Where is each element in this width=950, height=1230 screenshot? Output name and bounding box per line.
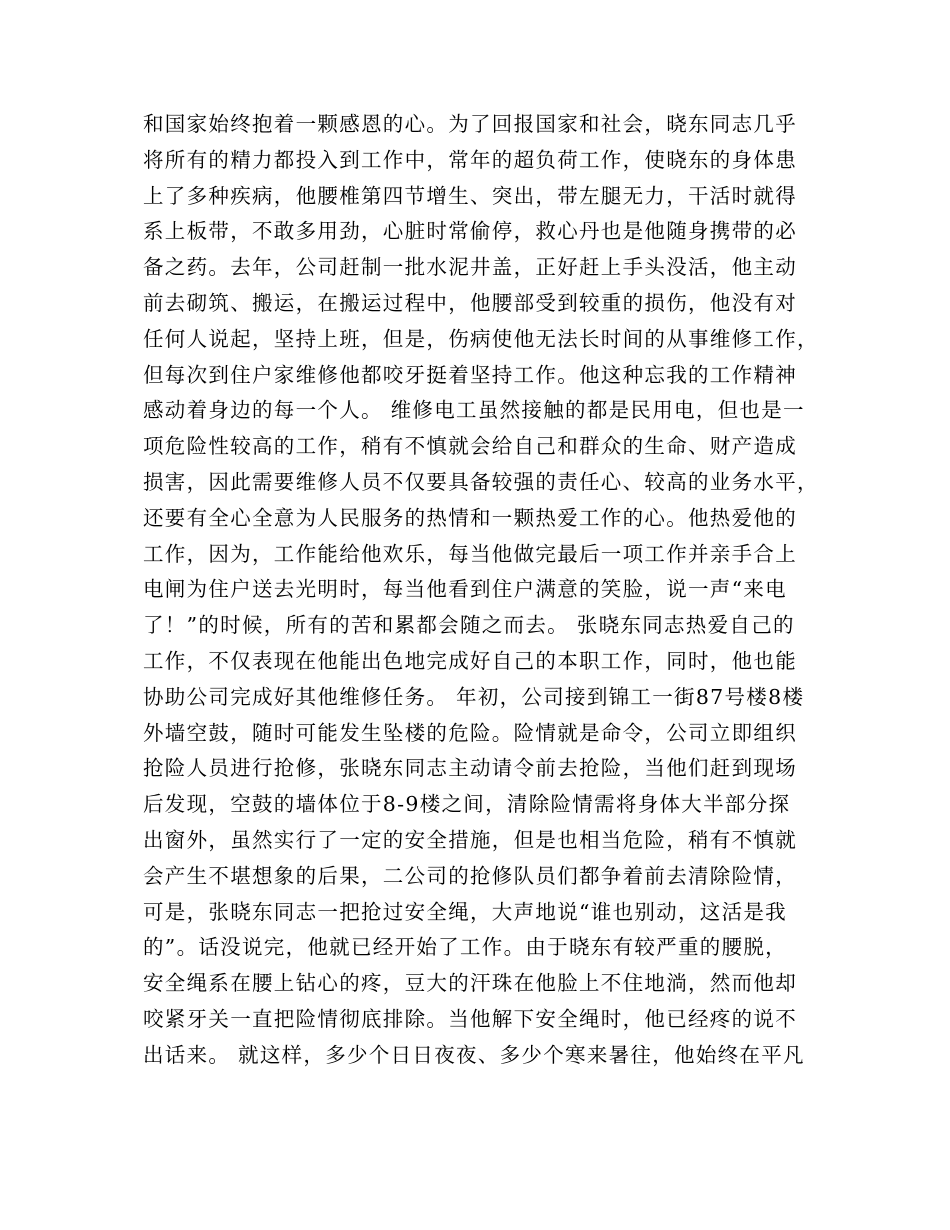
body-text bbox=[143, 107, 823, 1074]
text-line: 咬紧牙关一直把险情彻底排除。当他解下安全绳时，他已经疼的说不 bbox=[143, 1006, 797, 1031]
text-line: 会产生不堪想象的后果，二公司的抢修队员们都争着前去清除险情， bbox=[143, 863, 797, 888]
text-line: 上了多种疾病，他腰椎第四节增生、突出，带左腿无力，干活时就得 bbox=[143, 183, 797, 208]
text-line: 备之药。去年，公司赶制一批水泥井盖，正好赶上手头没活，他主动 bbox=[143, 255, 797, 280]
text-line: 工作，不仅表现在他能出色地完成好自己的本职工作，同时，他也能 bbox=[143, 648, 797, 673]
text-line: 将所有的精力都投入到工作中，常年的超负荷工作，使晓东的身体患 bbox=[143, 147, 797, 172]
text-line: 和国家始终抱着一颗感恩的心。为了回报国家和社会，晓东同志几乎 bbox=[143, 112, 797, 136]
text-line: 出话来。 就这样，多少个日日夜夜、多少个寒来暑往，他始终在平凡 bbox=[143, 1042, 805, 1067]
text-line: 了！”的时候，所有的苦和累都会随之而去。 张晓东同志热爱自己的 bbox=[143, 613, 795, 638]
text-line: 外墙空鼓，随时可能发生坠楼的危险。险情就是命令，公司立即组织 bbox=[143, 720, 797, 745]
text-line: 后发现，空鼓的墙体位于8-9楼之间，清除险情需将身体大半部分探 bbox=[143, 792, 791, 817]
text-line: 任何人说起，坚持上班，但是，伤病使他无法长时间的从事维修工作， bbox=[143, 326, 819, 351]
text-line: 还要有全心全意为人民服务的热情和一颗热爱工作的心。他热爱他的 bbox=[143, 505, 797, 530]
text-line: 可是，张晓东同志一把抢过安全绳，大声地说“谁也别动，这活是我 bbox=[143, 899, 787, 924]
text-line: 感动着身边的每一个人。 维修电工虽然接触的都是民用电，但也是一 bbox=[143, 398, 805, 423]
text-line: 工作，因为，工作能给他欢乐，每当他做完最后一项工作并亲手合上 bbox=[143, 541, 797, 566]
text-line: 但每次到住户家维修他都咬牙挺着坚持工作。他这种忘我的工作精神 bbox=[143, 362, 797, 387]
text-line: 的”。话没说完，他就已经开始了工作。由于晓东有较严重的腰脱， bbox=[143, 935, 787, 960]
text-line: 抢险人员进行抢修，张晓东同志主动请令前去抢险，当他们赶到现场 bbox=[143, 756, 797, 781]
text-line: 安全绳系在腰上钻心的疼，豆大的汗珠在他脸上不住地淌，然而他却 bbox=[143, 971, 797, 996]
text-line: 电闸为住户送去光明时，每当他看到住户满意的笑脸，说一声“来电 bbox=[143, 577, 787, 602]
text-line: 损害，因此需要维修人员不仅要具备较强的责任心、较高的业务水平， bbox=[143, 469, 819, 494]
text-line: 协助公司完成好其他维修任务。 年初，公司接到锦工一街87号楼8楼 bbox=[143, 684, 805, 709]
text-line: 项危险性较高的工作，稍有不慎就会给自己和群众的生命、财产造成 bbox=[143, 434, 797, 459]
text-line: 系上板带，不敢多用劲，心脏时常偷停，救心丹也是他随身携带的必 bbox=[143, 219, 797, 244]
text-line: 前去砌筑、搬运，在搬运过程中，他腰部受到较重的损伤，他没有对 bbox=[143, 290, 797, 315]
text-line: 出窗外，虽然实行了一定的安全措施，但是也相当危险，稍有不慎就 bbox=[143, 827, 797, 852]
